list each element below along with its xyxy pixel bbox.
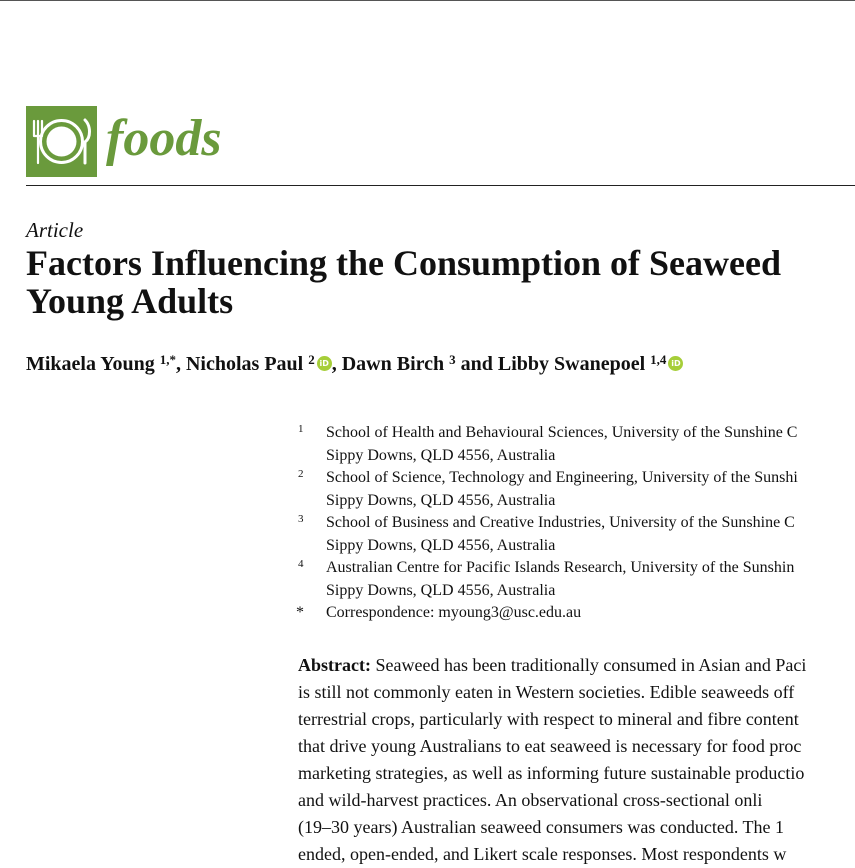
author-name: Libby Swanepoel	[497, 353, 646, 375]
abstract-line	[298, 787, 855, 814]
affiliation-line: Correspondence: myoung3@usc.edu.au	[326, 604, 582, 621]
abstract-line	[298, 814, 855, 841]
title-line: Factors Influencing the Consumption of Seaweed	[26, 243, 782, 283]
affiliation-item	[296, 467, 855, 512]
abstract-text: marketing strategies, as well as informing future sustainable productio	[298, 763, 805, 783]
header-rule	[26, 185, 855, 186]
affiliation-line: Sippy Downs, QLD 4556, Australia	[326, 536, 556, 554]
abstract-text: and wild-harvest practices. An observational cross-sectional onli	[298, 790, 763, 810]
affiliation-marker: 2	[298, 468, 304, 480]
affiliation-item	[296, 512, 855, 557]
orcid-icon[interactable]: iD	[668, 356, 683, 371]
affiliation-line: Sippy Downs, QLD 4556, Australia	[326, 446, 556, 464]
affiliation-line: Sippy Downs, QLD 4556, Australia	[326, 491, 556, 509]
abstract-line	[298, 706, 855, 733]
affiliation-marker: 3	[298, 513, 304, 525]
affiliation-item	[296, 422, 855, 467]
affiliation-line: School of Health and Behavioural Sciences, University of the Sunshine C	[326, 424, 798, 441]
author-list	[26, 350, 855, 378]
author-affiliation-sup: 3	[449, 352, 456, 367]
affiliation-item	[296, 557, 855, 602]
abstract-text: ended, open-ended, and Likert scale responses. Most respondents w	[298, 844, 787, 864]
affiliation-marker: 1	[298, 423, 304, 435]
affiliation-item	[296, 602, 855, 625]
affiliation-line: School of Science, Technology and Engineering, University of the Sunshi	[326, 469, 798, 486]
author-separator: ,	[331, 353, 342, 375]
abstract-text: Seaweed has been traditionally consumed in Asian and Paci	[375, 655, 807, 675]
author-separator: and	[455, 353, 498, 375]
author-name: Nicholas Paul	[185, 353, 304, 375]
affiliation-marker: 4	[298, 558, 304, 570]
top-border	[0, 0, 855, 1]
affiliation-line: Australian Centre for Pacific Islands Research, University of the Sunshin	[326, 559, 795, 576]
affiliation-line: School of Business and Creative Industries, University of the Sunshine C	[326, 514, 795, 531]
abstract-text: terrestrial crops, particularly with respect to mineral and fibre content	[298, 709, 799, 729]
article-type: Article	[26, 218, 84, 242]
title-line: Young Adults	[26, 281, 234, 321]
author-name: Dawn Birch	[341, 353, 445, 375]
abstract-text: that drive young Australians to eat seaweed is necessary for food proc	[298, 736, 802, 756]
abstract-line	[298, 760, 855, 787]
abstract-text: (19–30 years) Australian seaweed consumers was conducted. The 1	[298, 817, 785, 837]
journal-name: foods	[106, 110, 222, 167]
abstract-line	[298, 652, 855, 679]
author-affiliation-sup: 2	[308, 352, 315, 367]
abstract-label: Abstract:	[298, 655, 371, 675]
abstract-text: is still not commonly eaten in Western societies. Edible seaweeds off	[298, 682, 795, 702]
abstract-line	[298, 679, 855, 706]
affiliation-list	[296, 422, 855, 625]
author-name: Mikaela Young	[26, 353, 155, 375]
affiliation-marker: *	[296, 604, 304, 621]
abstract-line	[298, 733, 855, 760]
orcid-icon[interactable]: iD	[317, 356, 332, 371]
abstract	[298, 652, 855, 868]
article-title	[26, 244, 855, 320]
author-affiliation-sup: 1,*	[159, 352, 176, 367]
plate-fork-knife-icon	[26, 106, 97, 177]
affiliation-line: Sippy Downs, QLD 4556, Australia	[326, 581, 556, 599]
author-separator: ,	[175, 353, 186, 375]
author-affiliation-sup: 1,4	[650, 352, 667, 367]
